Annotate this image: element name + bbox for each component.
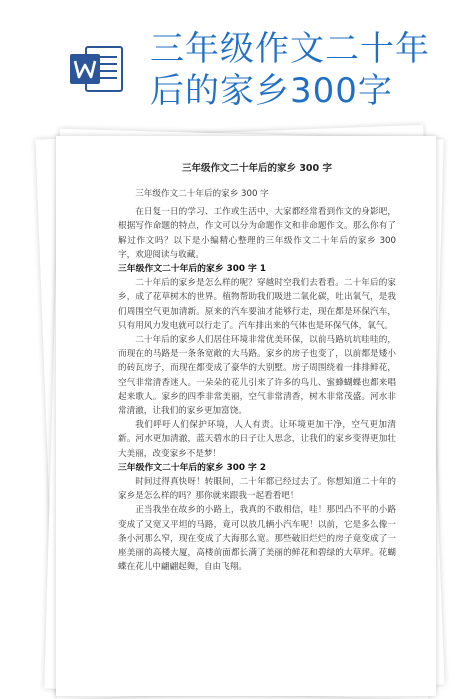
doc-paragraph: 我们呼吁人们保护环境，人人有责。让环境更加干净，空气更加清新。河水更加清澈，蓝天碧水的日子让人思念，让我们的家乡变得更加壮大美丽，改变家乡不是梦！ <box>118 420 396 459</box>
document-body <box>118 187 396 574</box>
document-page <box>56 136 436 696</box>
doc-paragraph: 三年级作文二十年后的家乡 300 字 <box>135 189 269 199</box>
word-icon <box>68 44 124 94</box>
doc-section-heading: 三年级作文二十年后的家乡 300 字 1 <box>118 264 267 275</box>
doc-paragraph: 时间过得真快呀！转眼间，二十年都已经过去了。你想知道二十年的家乡是怎么样的吗？那你就来跟我一起看看吧！ <box>118 477 396 502</box>
doc-paragraph: 二十年后的家乡人们居住环境非常优美环保，以前马路坑坑哇哇的，而现在的马路是一条条宽敞的大马路。家乡的房子也变了，以前都是矮小的砖瓦房子，而现在都变成了豪华的大别墅。房子周围绕着一排排鲜花，空气非常清香迷人。一朵朵的花儿引来了许多的鸟儿、蜜蜂蝴蝶也都来唱起来歌人。家乡的四季非常美丽，空气非常清香，树木非常茂盛。河水非常清澈，让我们的家乡更加富饶。 <box>118 335 396 417</box>
doc-paragraph: 在日复一日的学习、工作或生活中，大家都经常看到作文的身影吧，根据写作命题的特点，作文可以分为命题作文和非命题作文。那么你有了解过作文吗？以下是小编精心整理的三年级作文二十年后的家乡 300 字，欢迎阅读与收藏。 <box>118 207 396 260</box>
banner-title-line1: 三年级作文二十年 <box>150 29 430 69</box>
doc-section-heading: 三年级作文二十年后的家乡 300 字 2 <box>118 462 267 473</box>
doc-paragraph: 正当我坐在故乡的小路上，我真的不敢相信，哇！那凹凸不平的小路变成了又宽又平坦的马路，竟可以放几辆小汽车呢！以前，它是多么像一条小河那么窄，现在变成了大海那么宽。那些破旧烂烂的房子竟变成了一座美丽的高楼大厦，高楼前面都长满了美丽的鲜花和碧绿的大草坪。花蝴蝶在花儿中翩翩起舞，自由飞翔。 <box>118 505 396 573</box>
banner-title-line2: 后的家乡300字 <box>150 71 393 111</box>
doc-paragraph: 二十年后的家乡是怎么样的呢？穿越时空我们去看看。二十年后的家乡，成了花草树木的世界。植物帮助我们吸进二氧化碳，吐出氧气，是我们周围空气更加清新。原来的汽车要油才能够行走，现在都是环保汽车，只有用风力发电就可以行走了。汽车排出来的气体也是环保气体，氧气。 <box>118 278 396 331</box>
document-title: 三年级作文二十年后的家乡 300 字 <box>182 163 332 174</box>
banner-title <box>150 28 470 112</box>
